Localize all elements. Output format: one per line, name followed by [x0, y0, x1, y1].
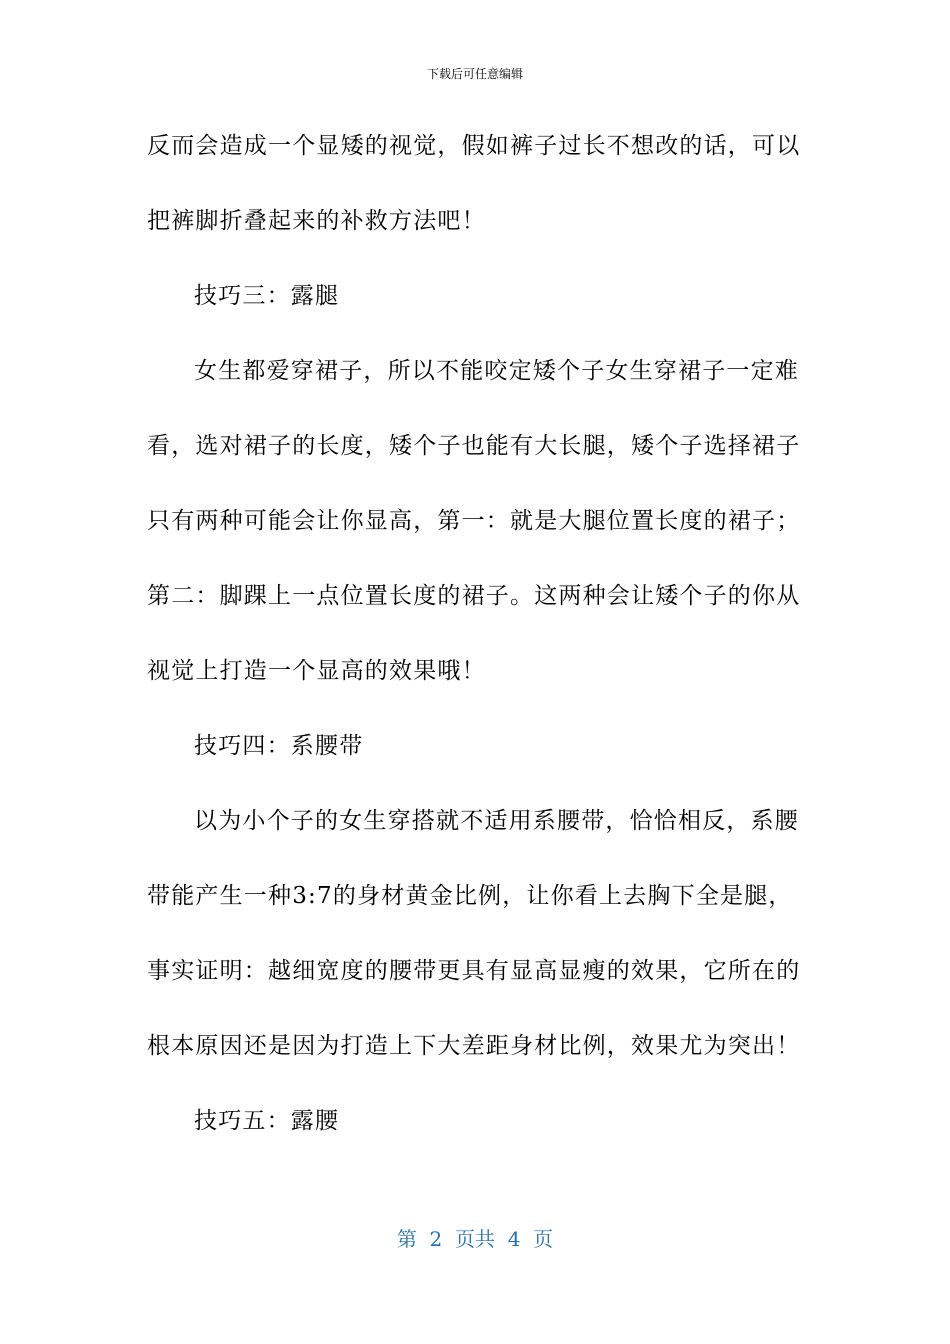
body-line-12: 事实证明：越细宽度的腰带更具有显高显瘦的效果，它所在的: [147, 958, 801, 984]
body-line-11: 带能产生一种3:7的身材黄金比例，让你看上去胸下全是腿，: [147, 883, 793, 909]
document-body: [147, 126, 801, 1176]
body-line-4: 女生都爱穿裙子，所以不能咬定矮个子女生穿裙子一定难: [194, 358, 799, 384]
page-header: 下载后可任意编辑: [426, 67, 523, 81]
body-line-7: 第二：脚踝上一点位置长度的裙子。这两种会让矮个子的你从: [147, 583, 801, 609]
body-line-1: 反而会造成一个显矮的视觉，假如裤子过长不想改的话，可以: [147, 133, 801, 159]
page-number-footer: 第 2 页共 4 页: [396, 1227, 554, 1251]
body-line-10: 以为小个子的女生穿搭就不适用系腰带，恰恰相反，系腰: [194, 808, 799, 834]
body-line-13: 根本原因还是因为打造上下大差距身材比例，效果尤为突出！: [147, 1033, 801, 1059]
body-line-8: 视觉上打造一个显高的效果哦！: [147, 658, 486, 684]
body-line-2: 把裤脚折叠起来的补救方法吧！: [147, 208, 486, 234]
section-heading-tip-3: 技巧三：露腿: [194, 283, 340, 309]
section-heading-tip-5: 技巧五：露腰: [194, 1108, 340, 1134]
body-line-6: 只有两种可能会让你显高，第一：就是大腿位置长度的裙子；: [147, 508, 801, 534]
body-line-5: 看，选对裙子的长度，矮个子也能有大长腿，矮个子选择裙子: [147, 433, 801, 459]
section-heading-tip-4: 技巧四：系腰带: [194, 733, 364, 759]
